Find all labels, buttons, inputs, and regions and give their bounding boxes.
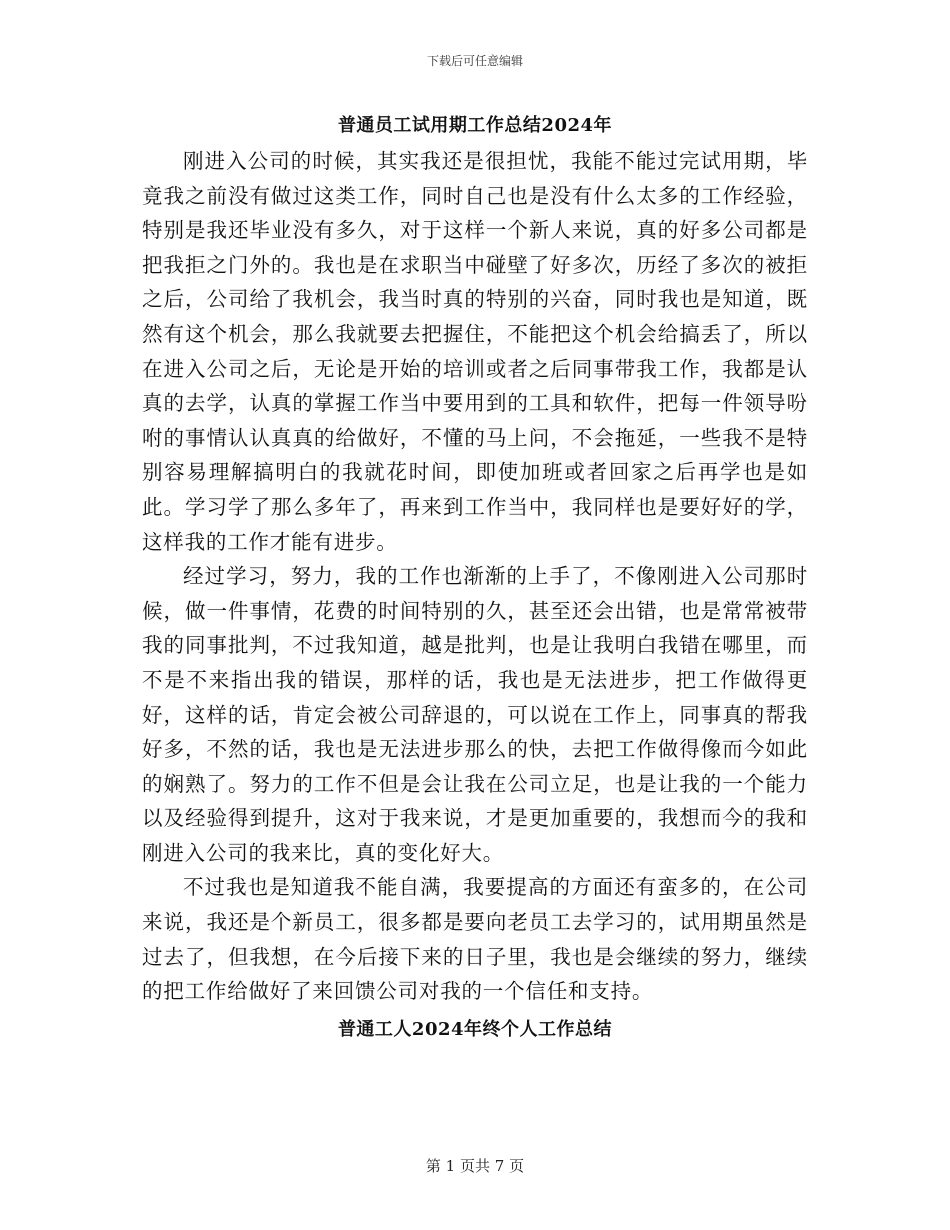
paragraph-2: 经过学习，努力，我的工作也渐渐的上手了，不像刚进入公司那时候，做一件事情，花费的时间特别的久，甚至还会出错，也是常常被带我的同事批判，不过我知道，越是批判，也是让我明白我错在哪里，而不是不来指出我的错误，那样的话，我也是无法进步，把工作做得更好，这样的话，肯定会被公司辞退的，可以说在工作上，同事真的帮我好多，不然的话，我也是无法进步那么的快，去把工作做得像而今如此的娴熟了。努力的工作不但是会让我在公司立足，也是让我的一个能力以及经验得到提升，这对于我来说，才是更加重要的，我想而今的我和刚进入公司的我来比，真的变化好大。 bbox=[142, 564, 808, 865]
document-body bbox=[142, 110, 808, 1047]
paragraph-3: 不过我也是知道我不能自满，我要提高的方面还有蛮多的，在公司来说，我还是个新员工，很多都是要向老员工去学习的，试用期虽然是过去了，但我想，在今后接下来的日子里，我也是会继续的努力，继续的把工作给做好了来回馈公司对我的一个信任和支持。 bbox=[142, 875, 808, 1004]
document-title: 普通员工试用期工作总结2024年 bbox=[337, 115, 613, 136]
next-section-title: 普通工人2024年终个人工作总结 bbox=[337, 1018, 613, 1040]
page-number-footer: 第 1 页共 7 页 bbox=[425, 1157, 525, 1175]
page-header-note: 下载后可任意编辑 bbox=[426, 54, 523, 68]
paragraph-1: 刚进入公司的时候，其实我还是很担忧，我能不能过完试用期，毕竟我之前没有做过这类工作，同时自己也是没有什么太多的工作经验，特别是我还毕业没有多久，对于这样一个新人来说，真的好多公司都是把我拒之门外的。我也是在求职当中碰壁了好多次，历经了多次的被拒之后，公司给了我机会，我当时真的特别的兴奋，同时我也是知道，既然有这个机会，那么我就要去把握住，不能把这个机会给搞丢了，所以在进入公司之后，无论是开始的培训或者之后同事带我工作，我都是认真的去学，认真的掌握工作当中要用到的工具和软件，把每一件领导吩咐的事情认认真真的给做好，不懂的马上问，不会拖延，一些我不是特别容易理解搞明白的我就花时间，即使加班或者回家之后再学也是如此。学习学了那么多年了，再来到工作当中，我同样也是要好好的学，这样我的工作才能有进步。 bbox=[142, 149, 808, 554]
